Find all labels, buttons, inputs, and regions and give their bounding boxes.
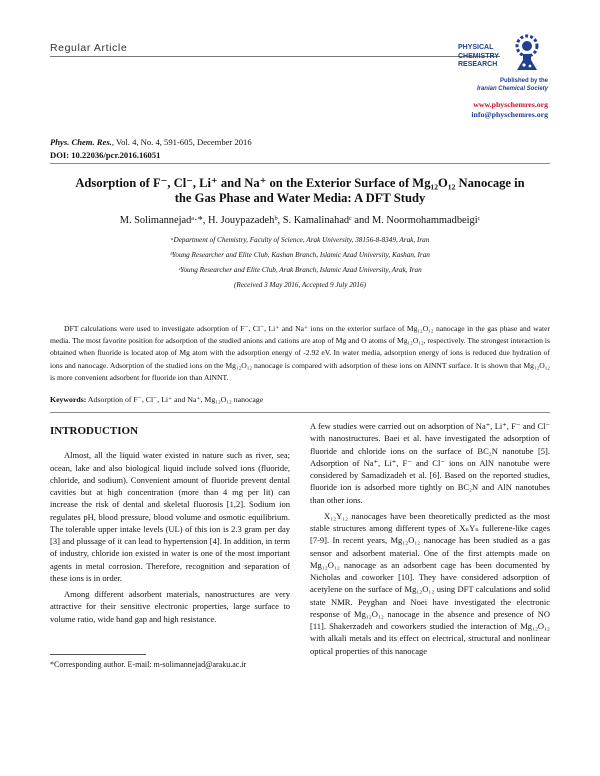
paragraph: A few studies were carried out on adsorption of Na⁺, Li⁺, F⁻ and Cl⁻ with nanostructures. Baei et al. have investigated the adsorption of fluoride and chloride ions on the surface of BC₂N nanotube [5]. Adsorption of Na⁺, Li⁺, F⁻ and Cl⁻ ions on AlN nanotube were considered by Samadizadeh et al. [6]. Based on the reported studies, fluoride ion is adsorbed more tightly on BC₂N and AlN nanotubes than other ions. [310, 421, 550, 505]
footnote-divider [50, 654, 146, 655]
article-type: Regular Article [50, 42, 128, 54]
flask-gear-icon [510, 32, 544, 72]
paper-title [50, 176, 550, 206]
title-line: the Gas Phase and Water Media: A DFT Study [174, 191, 426, 205]
corresponding-author: *Corresponding author. E-mail: m-solimannejad@araku.ac.ir [50, 660, 247, 669]
section-heading: INTRODUCTION [50, 425, 139, 437]
published-by: Published by the [499, 78, 548, 84]
journal-name: Phys. Chem. Res. [50, 137, 112, 147]
received-dates: (Received 3 May 2016, Accepted 9 July 2016) [234, 281, 366, 289]
left-column [50, 425, 290, 629]
title-divider [50, 163, 550, 164]
title-line: Adsorption of F⁻, Cl⁻, Li⁺ and Na⁺ on the Exterior Surface of Mg₁₂O₁₂ Nanocage in [75, 176, 525, 190]
header-divider [50, 56, 500, 57]
keywords-label: Keywords: [50, 395, 87, 404]
citation-details: , Vol. 4, No. 4, 591-605, December 2016 [111, 137, 252, 147]
keywords-text: Adsorption of F⁻, Cl⁻, Li⁺ and Na⁺, Mg₁₂O₁₂ nanocage [86, 395, 264, 404]
publisher-block [448, 78, 548, 93]
brand-line: CHEMISTRY [458, 52, 499, 60]
citation-line [50, 137, 252, 148]
paragraph: Among different adsorbent materials, nanostructures are very attractive for their sensitive electronic properties, large surface to volume ratio, wide band gap and high resistance. [50, 589, 290, 624]
paragraph: X₁₂Y₁₂ nanocages have been theoretically predicted as the most stable structures among different types of XₙYₙ fullerene-like cages [7-9]. In recent years, Mg₁₂O₁₂ nanocage has been studied as a gas sensor and adsorbent material. One of the first attempts made on Mg₁₂O₁₂ nanocage as an adsorbent cage has been documented by Nicholas and coworker [10]. They have considered adsorption of acetylene on the surface of Mg₁₂O₁₂ using DFT calculations and solid state NMR. Peyghan and Noei have investigated the electronic response of Mg₁₂O₁₂ nanocage in the absence and presence of NO [11]. Shakerzadeh and coworkers studied the interaction of Mg₁₂O₁₂ with alkali metals and its effect on electrical, structural and nonlinear optical properties of this nanocage [310, 510, 550, 656]
keywords [50, 395, 550, 404]
website-link[interactable]: www.physchemres.org [473, 100, 548, 109]
brand-line: PHYSICAL [458, 44, 494, 51]
affiliation: ᵃDepartment of Chemistry, Faculty of Science, Arak University, 38156-8-8349, Arak, Iran [170, 236, 430, 244]
author-list: M. Solimannejadᵃ·*, H. Jouypazadehᵇ, S. Kamalinahadᶜ and M. Noormohammadbeigiᶜ [119, 215, 481, 226]
brand-line: RESEARCH [458, 61, 498, 68]
affiliation: ᵇYoung Researcher and Elite Club, Kashan Branch, Islamic Azad University, Kashan, Iran [170, 251, 430, 259]
paragraph: Almost, all the liquid water existed in nature such as river, sea; ocean, lake and also biological liquid include solved ions (fluoride, chloride, and sodium). Convenient amount of fluoride prevent dental cavities but at high concentration (more than 4 mg per lit) can increase the risk of dental and skeletal fluorosis [1,2]. Sodium ion regulates pH, blood pressure, blood volume and osmotic equilibrium. The tolerable upper intake levels (UL) of this ion is 2.3 gram per day [3] and plussage of it can lead to hypertension [4]. In addition, in term of industry, chloride ion existed in water is one of the most important agents in metal corrosion. Therefore, recognition and separation of these ions is in order. [50, 450, 290, 583]
society-name: Iranian Chemical Society [476, 85, 548, 92]
journal-brand [458, 44, 518, 70]
abstract: DFT calculations were used to investigate adsorption of F⁻, Cl⁻, Li⁺ and Na⁺ ions on the exterior surface of Mg₁₂O₁₂ nanocage in the gas phase and water media. The most favorite position for adsorption of the studied anions and cations are atop of Mg and O atoms of Mg₁₂O₁₂, respectively. The strongest interaction is obtained when fluoride is located atop of Mg atom with the adsorption energy of -2.92 eV. In water media, adsorption energy of ions is reduced due hydration of ions and nanocage. Adsorption of the studied ions on the Mg₁₂O₁₂ nanocage is compared with adsorption of these ions on AlNNT surface. It is shown that Mg₁₂O₁₂ is more convenient adsorbent for fluoride ion than AlNNT. [50, 324, 550, 382]
journal-links [438, 100, 548, 120]
right-column [310, 420, 550, 661]
email-link[interactable]: info@physchemres.org [471, 110, 548, 119]
affiliation: ᶜYoung Researcher and Elite Club, Arak Branch, Islamic Azad University, Arak, Iran [178, 266, 422, 274]
body-divider [50, 412, 550, 413]
doi[interactable]: DOI: 10.22036/pcr.2016.16051 [50, 150, 161, 160]
